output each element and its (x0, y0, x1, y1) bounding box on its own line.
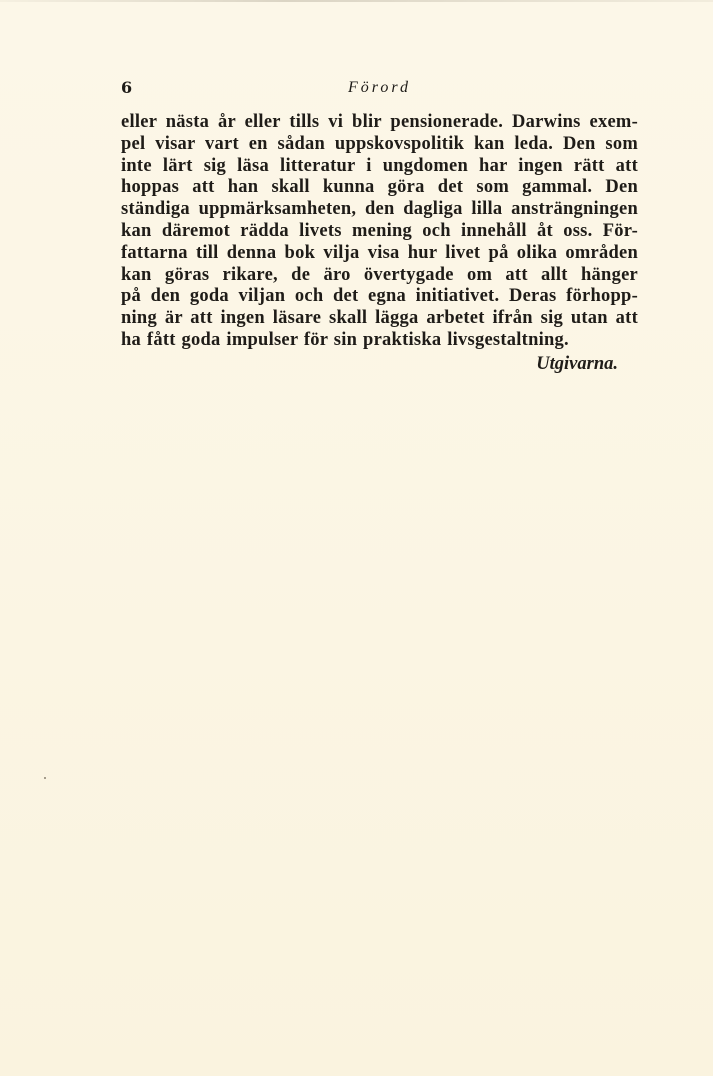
text-line: ständiga uppmärksamheten, den dagliga lilla ansträngningen (121, 199, 638, 220)
page-number: 6 (121, 78, 133, 97)
text-line: eller nästa år eller tills vi blir pensionerade. Darwins exem- (121, 112, 638, 132)
text-line: kan däremot rädda livets mening och innehåll åt oss. För- (121, 220, 638, 241)
text-line: kan göras rikare, de äro övertygade om att allt hänger (121, 264, 638, 285)
text-line: inte lärt sig läsa litteratur i ungdomen har ingen rätt att (121, 155, 638, 176)
page-header (121, 76, 638, 100)
running-head: Förord (347, 79, 412, 96)
page-top-edge (0, 0, 713, 2)
text-line: pel visar vart en sådan uppskovspolitik kan leda. Den som (121, 133, 638, 154)
paper-speck (44, 777, 46, 779)
text-line: ha fått goda impulser för sin praktiska livsgestaltning. (121, 329, 569, 350)
text-line: på den goda viljan och det egna initiativet. Deras förhopp- (121, 286, 638, 307)
signature: Utgivarna. (536, 354, 618, 374)
text-line: hoppas att han skall kunna göra det som gammal. Den (121, 177, 638, 198)
body-paragraph (121, 112, 638, 352)
text-line: ning är att ingen läsare skall lägga arbetet ifrån sig utan att (121, 308, 638, 329)
text-line: fattarna till denna bok vilja visa hur livet på olika områden (121, 242, 638, 263)
